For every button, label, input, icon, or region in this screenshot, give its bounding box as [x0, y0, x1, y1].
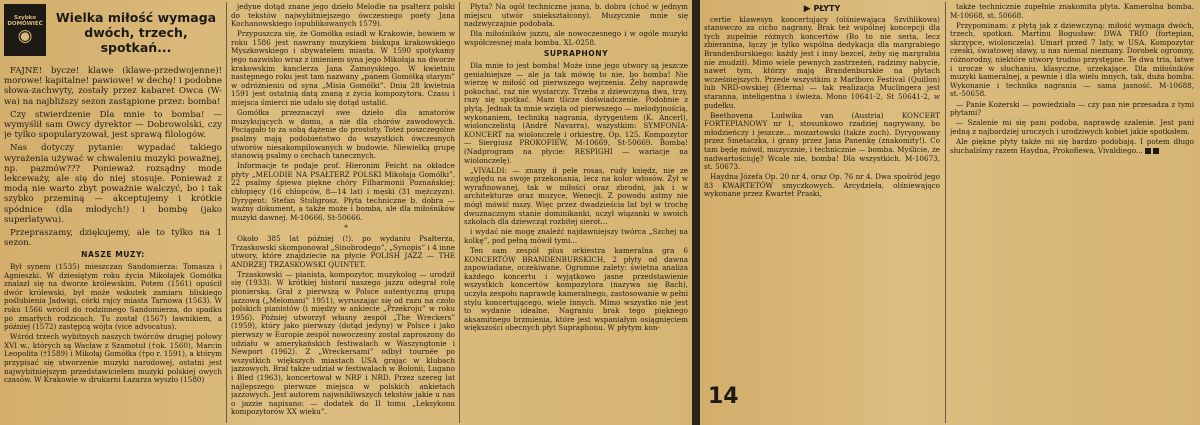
body-paragraph: Przypominam: z płytą jak z dziewczyną: miłość wymaga dwóch, trzech, spotkań. Martinu Bogusław: DWA TRIO (fortepian, skrzypce, wiolonczela). Umarł przed 7 laty, w USA. Kompozytor czeski, światowej sławy, u nas niemal nieznany. Dorobek ogromny, różnorodny, niektóre utwory trudno przystępne. Te dwa tria, łatwe i urocze w słuchaniu, klasyczne, urzekające. Dla miłośników muzyki kameralnej, a pewnie i dla wielu innych, tak, duża bomba. Wykonanie i technika nagrania — sama jasność. M-10688, st.-50658.: [950, 20, 1194, 99]
column-logo-text: Szybko DOMÓWIEĆ: [7, 15, 43, 27]
section-asterisk: *: [344, 223, 348, 233]
section-heading-nasze-muzy: NASZE MUZY:: [81, 250, 145, 260]
page-number: 14: [708, 384, 739, 409]
body-paragraph: Gomółka przeznaczył swe dzieło dla amatorów muzykujących w domu, a nie dla chórów zawodowych. Pociągało to za sobą dążenie do prostoty. Toteż poszczególne psalmy mają podobieństwo do wszystkich ówczesnych utworów niesakompilowanych w budowie. Niewielką grupę stanowią psalmy o cechach tanecznych.: [231, 108, 455, 161]
arrow-icon: ▶: [803, 4, 811, 14]
body-paragraph: Około 385 lat później (!). po wydaniu Psałterza, Trzaskowski skomponował „Sinobrodego”, „Synopis” i 4 inne utwory, które znajdziecie na płycie POLISH JAZZ — THE ANDRZEJ TRZASKOWSKI QUINTET.: [231, 233, 455, 269]
body-paragraph: jedyne dotąd znane jego dzieło Melodie na psałterz polski do tekstów najwybitniejszego ówczesnego poety Jana Kochanowskiego (opublikowanych 1579).: [231, 3, 455, 29]
end-mark-icon: [1153, 148, 1159, 154]
body-paragraph: Dla miłośników jazzu, ale nowoczesnego i w ogóle muzyki współczesnej mała bomba. XL-0258.: [464, 29, 688, 47]
body-paragraph: „VIVALDI: — znany ił pele rosas, rudy księdz, nie ze względu na swoje przekonania, lecz na kolor włosów. Żył w wyrafinowanej, tak w miłości oraz zbrodni, jak i w architekturze oraz muzyce, Wenecji. Z powodu astmy nie mógł mówić mszy. Więc przez dwadzieścia lat był w trochę dwuznacznym stanie dominikanki, uczył wiązanki w swoich szkołach dla dziewcząt rozbitej sierot...: [464, 165, 688, 227]
lead-paragraph: FAJNE! bycze! klawe (klawe-przedwojenne)! morowe! kapitalne! pawiowe! w dechę! i podobne słowa-zachwyty, zostały przez kabaret Owca (W-wa) na najbliższy sezon zastąpione przez: bomba!: [4, 66, 222, 107]
body-paragraph: Wśród trzech wybitnych naszych twórców drugiej połowy XVI w., których są Wacław z Szamotuł (†ok. 1560), Marcin Leopolita (†1589) i Mikołaj Gomółka (†po r. 1591), a którym przypisać się stworzenie muzyki narodowej, ostatni jest najwybitniejszym przedstawicielem muzyki polskiej owych czasów. W Krakowie w drukarni Łazarza wyszło (1580): [4, 332, 222, 385]
section-heading-supraphony: SUPRAPHONY: [543, 49, 609, 59]
body-paragraph: Ten sam zespół plus orkiestra kameralna gra 6 KONCERTÓW BRANDENBURSKICH, 2 płyty od dawna zapowiadane, oczekiwane. Ogromne zalety: świetna analiza każdego koncertu i wyjątkowo jasne przedstawienie wszystkich koncertów kompozytora (nazywa się Bach), uczyła zespołu naprawdę kameralnego, zastosowanie w pełni stylu koncertującego, wiele innych. Mimo wszystko nie jest to wydanie idealne. Nagraniu brak tego pięknego aksamitnego brzmienia, które jest wspaniałym osiągnięciem większości obecnych płyt Supraphonu. W płytym kon-: [464, 246, 688, 333]
body-paragraph: Haydna Józefa Op. 20 nr 4, oraz Op. 76 nr 4. Dwa spośród jego 83 KWARTETÓW smyczkowych. Arcydzieła, olśniewająco wykonane przez Kwartet Praski,: [704, 172, 940, 199]
article-title-box: [4, 4, 222, 64]
body-paragraph: Informacje te podaje prof. Hieronim Feicht na okładce płyty „MELODIE NA PSAŁTERZ POLSKI Mikołaja Gomółki”. 22 psalmy śpiewa piękne chóry Filharmonii Poznańskiej: chłopięcy (16 chłopców, 8—14 lat) i męski (31 mężczyzn). Dyrygent: Stefan Stuligrosz. Płyta techniczne b. dobra — ważny dokument, a także może i bomba, ale dla miłośników muzyki dawnej. M-10666, St-50666.: [231, 161, 455, 222]
body-paragraph: Trzaskowski — pianista, kompozytor, muzykolog — urodził się (1933). W krótkiej historii naszego jazzu odegrał rolę pionierską. Grał z pierwszą w Polsce autentyczną grupą jazzową („Melomani” 1951), wyruszając się od razu na czoło polskich pianistów (i między w ankiecie „Przekroju” w roku 1956). Później utworzył własny zespół „The Wreckers” (1959), który jako pierwszy (dotąd jedyny) w Polsce i jako pierwszy w Europie zespół nowoczesny został zaproszony do udziału w amerykańskich festiwalach w Waszyngtonie i Newport (1962). Z „Wreckersami” odbył tournée po wszystkich większych miastach USA grając w klubach jazzowych. Brał także udział w festiwalach w Bolonii, Lugano i Bled (1963), koncertował w NRF i NRD. Przez szereg lat najlepszego pierwsze miejsca w polskich ankietach jazzowych. Jest autorem najwnikliwszych tekstów jakie u nas o jazzie napisano: — dodatek do II tomu „Leksykonu kompozytorów XX wieku”.: [231, 269, 455, 417]
left-column-3: [464, 3, 688, 423]
body-paragraph: Beethovena Ludwika van (Austria) KONCERT FORTEPIANOWY nr 1, stosunkowo rzadziej nagrywany, bo młodzieńczy i jeszcze... mozartowski (także zuch). Dyrygowany przez Smetaczka, i grany przez Jana Panenkę (znakomity!). Co tam będę mówił, muzycznie, i technicznie — bomba. Myślicie, że nadwartościuję? Wcale nie, bomba! Dla wszystkich. M-10673, st. 50673.: [704, 110, 940, 172]
section-heading-plyty: [704, 5, 940, 14]
body-paragraph: Płyta? Na ogół techniczne jasna, b. dobra (choć w jednym miejscu utwór sniekształcony). Muzycznie mnie się nadzwyczajnie podobała.: [464, 3, 688, 29]
body-paragraph: także technicznie zupełnie znakomita płyta. Kameralna bomba. M-10668, st. 50668.: [950, 3, 1194, 20]
section-heading-plyty-label: PŁYTY: [813, 4, 841, 13]
column-divider: [226, 2, 227, 423]
lead-paragraph: Czy stwierdzenie Dla mnie to bomba! — wymyślił sam Owcy dyrektor — Dobrowolski, czy je tylko spopularyzował, jest sprawą filologów.: [4, 109, 222, 141]
right-column-1: [704, 3, 940, 423]
end-mark-icon: [1145, 148, 1151, 154]
body-paragraph: Przypuszcza się, że Gomółka osiadł w Krakowie, bowiem w roku 1586 jest nawrany muzykiem biskupa krakowskiego Myszkowskiego i obywatelem miasta. W 1590 spotykamy jego nazwisko wraz z imieniem syna jego Mikołaja na dworze krakowskim kanclerza Jana Zamoyskiego. W kwietniu następnego roku jest tam nazwany „panem Gomółką starym” w odróżnieniu od syna „Misia Gomółki”. Dnia 28 kwietnia 1591 jest ostatnią datą znaną z życia kompozytora. Czasu i miejsca śmierci nie udało się dotąd ustalić.: [231, 29, 455, 108]
closing-text: Ale piękne płyty także mi się bardzo podobają. I potem długo słuchaliśmy razem Haydna, Prokofiewa, Vivaldiego...: [950, 136, 1194, 155]
closing-paragraph: [950, 138, 1194, 155]
dialogue-line: — Panie Kożerski — powiedziała — czy pan nie przesadza z tymi płytami?: [950, 99, 1194, 118]
left-column-2: [231, 3, 455, 423]
lead-paragraph: Nas dotyczy pytanie: wypadać takiego wyrażenia używać w chwaleniu muzyki poważnej, np. pazmów??? Ponieważ rozsądny mode lekceważy, ale się do niej stosuje. Ponieważ z modą nie warto zbyt poważnie walczyć, bo i tak szybko przeminą — akceptujemy i krótkie spódnice (dla młodych!) i bombę (jako superlatywu).: [4, 143, 222, 225]
body-paragraph: Był synem (1535) mieszczan Sandomierza: Tomasza i Agnieszki. W dziesiątym roku życia Mikołajek Gomółka znalazł się na dworze królewskim. Potem (1561) opuścił dwór królewski, był może wskutek zamiaru bliskiego poślubienia Jadwigi, córki rajcy miasta Tarnowa (1563). W roku 1566 wrócił do rodzinnego Sandomierza, do spadku po zmarłych rodzicach. Tu został (1567) ławnikiem, a później (1572) zastępcą wójta (vice advocatus).: [4, 262, 222, 332]
body-paragraph: Dla mnie to jest bomba! Może inne jego utwory są jeszcze genialniejsze — ale ja tak mówię to nie, bo bomba! Nie wierzę w miłość od pierwszego wejrzenia. Żeby naprawdę pokochać, raz nie wystarczy. Trzeba z dziewczyną dwa, trzy, razy się spotkać. Mam tlicze doświadczenie. Podobnie z płytą. Jednak ta mnie wzięła od pierwszego — melodyjnością, wykonaniem, techniką nagrania, dyrygentem (K. Ancerl), wiolonczelistą (André Navarra), wszystkim: SYMFONIA-KONCERT na wiolonczelę i orkiestrę, Op. 125. Kompozytor — Siergiusz PROKOFIEW, M-10669, St-50669. Bomba! (Nadprogram na płycie: RESPIGHI — wariacje na wiolonczelę).: [464, 61, 688, 165]
body-paragraph: i wydać nie mogę znaleźć najdawniejszy twórca „Szchej na kolkę”, pod pełną mówił tymi...: [464, 227, 688, 245]
column-logo: [4, 4, 46, 56]
lead-paragraph: Przepraszamy, dziękujemy, ale to tylko na 1 sezon.: [4, 228, 222, 249]
column-divider: [459, 2, 460, 423]
lead-text: [4, 66, 222, 248]
right-page: [700, 0, 1200, 425]
article-headline: Wielka miłość wymaga dwóch, trzech, spotkań...: [55, 10, 217, 55]
body-paragraph: certie klawesyn koncertujący (olśniewająca Szvihlikowa) stanowczo za cicho nagrany. Brak też wspólnej koncepcji dla tych zupełnie różnych koncertów (Bo to nie seria, lecz zbieranina, łączy je tylko wspólna dedykacja dla margrabiego Brandenburskiego: każdy jest i inny bezcel, żeby się margrabia nie znudził). Mimo wiele pewnych zastrzeżeń, radzimy nabycie, nawet tym, którzy mają Brandenburskie na płytach wcześniejszych. Przede wszystkim z Marlboro Festival (Quillon) lub NRD-owskiej (Eterna) — tak realizacja Muclingera jest staranna, inteligentna i świeża. Mono 10641-2, St 50641-2, w pudełku.: [704, 14, 940, 110]
dialogue-line: — Szalenie mi się pani podoba, naprawdę szalenie. Jest pani jedną z najbardziej uroczych i urodziwych kobiet jakie spotkałem.: [950, 118, 1194, 136]
left-column-1: [4, 66, 222, 422]
column-divider: [945, 2, 946, 423]
record-icon: ◉: [17, 26, 33, 46]
right-column-2: [950, 3, 1194, 423]
